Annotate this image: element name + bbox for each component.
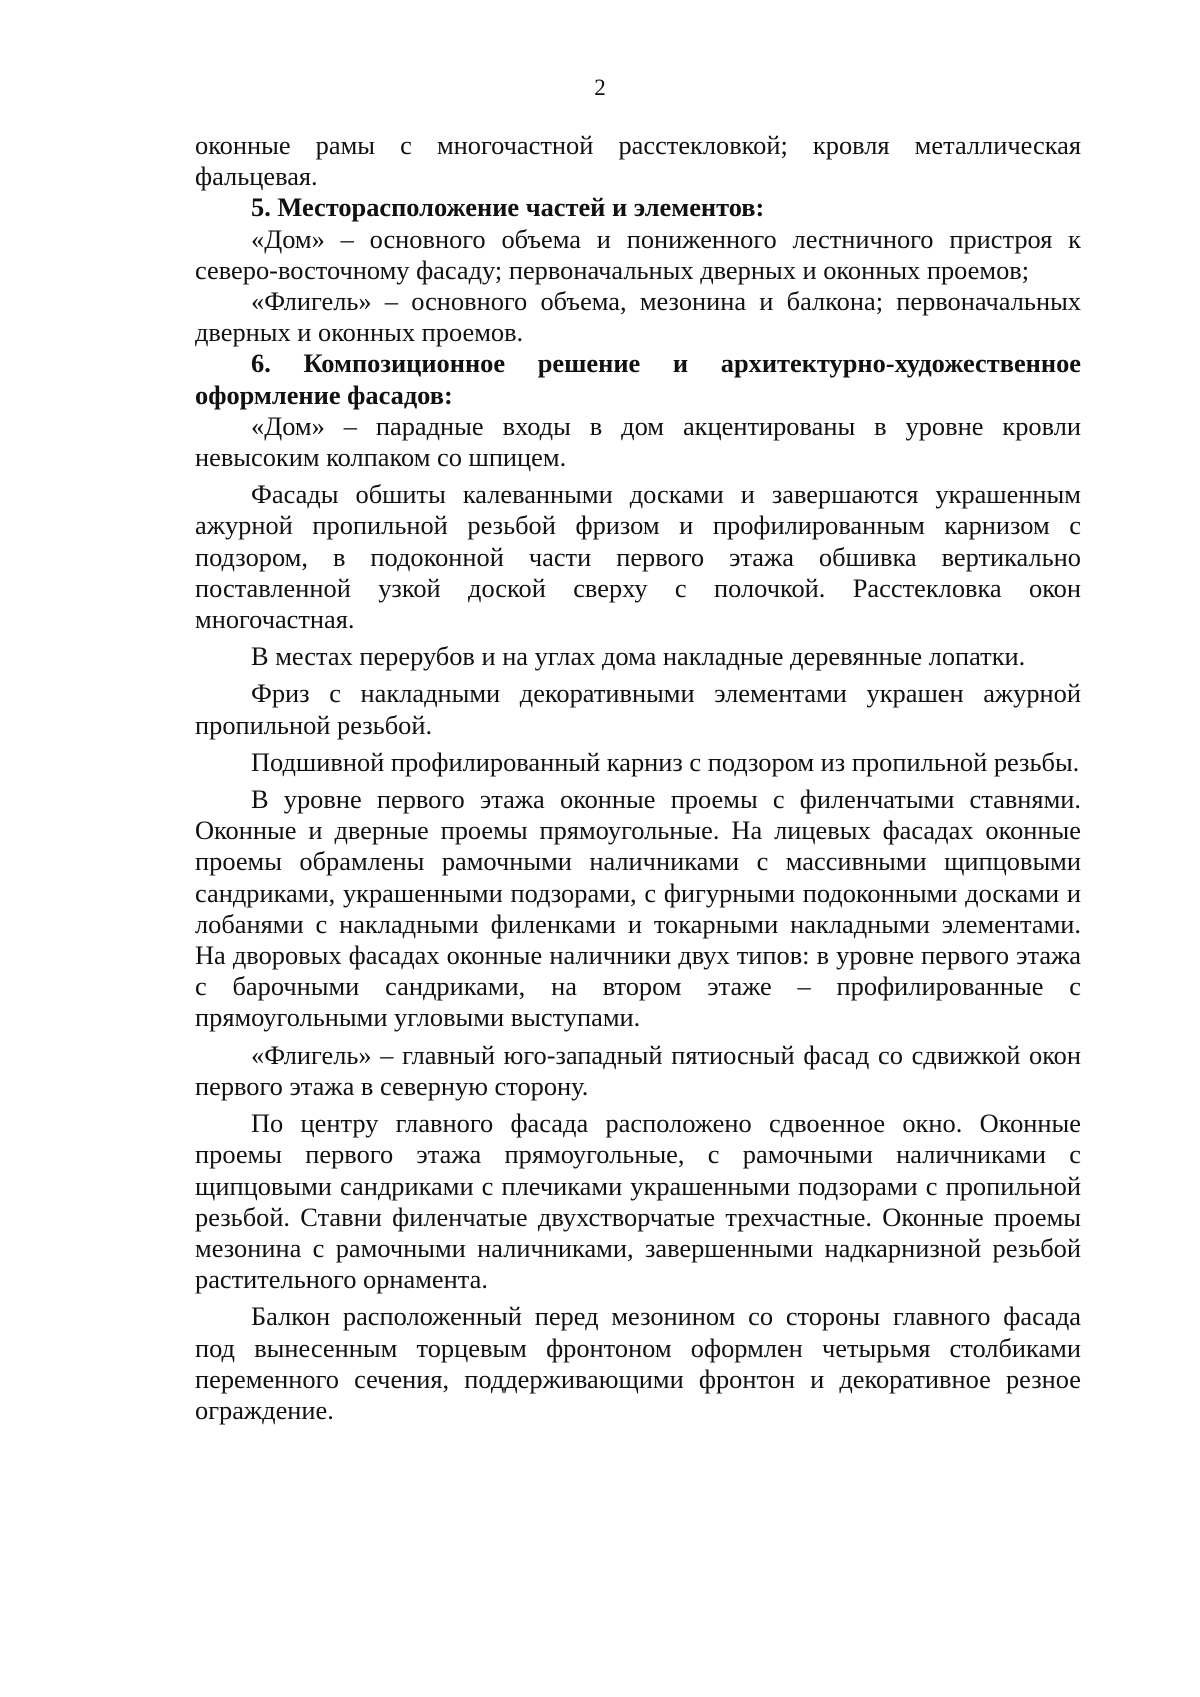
paragraph-cornice: Подшивной профилированный карниз с подзором из пропильной резьбы. [251,746,1080,777]
paragraph-corner-blades: В местах перерубов и на углах дома накладные деревянные лопатки. [251,641,1026,672]
paragraph-roof: оконные рамы с многочастной расстекловкой; кровля металлическая фальцевая. [195,130,1081,192]
paragraph-fligel-facade: «Флигель» – главный юго-западный пятиосный фасад со сдвижкой окон первого этажа в северную сторону. [195,1039,1081,1101]
section-6-heading: 6. Композиционное решение и архитектурно-художественное оформление фасадов: [195,348,1081,410]
paragraph-facade-cladding: Фасады обшиты калеванными досками и завершаются украшенным ажурной пропильной резьбой фризом и профилированным карнизом с подзором, в подоконной части первого этажа обшивка вертикально поставленной узкой доской сверху с полочкой. Расстекловка окон многочастная. [195,479,1081,635]
paragraph-fligel-location: «Флигель» – основного объема, мезонина и балкона; первоначальных дверных и оконных проемов. [195,286,1081,348]
document-body [195,130,1081,1426]
paragraph-balcony: Балкон расположенный перед мезонином со стороны главного фасада под вынесенным торцевым фронтоном оформлен четырьмя столбиками переменного сечения, поддерживающими фронтон и декоративное резное ограждение. [195,1301,1081,1425]
paragraph-dom-location: «Дом» – основного объема и пониженного лестничного пристроя к северо-восточному фасаду; первоначальных дверных и оконных проемов; [195,223,1081,285]
paragraph-frieze: Фриз с накладными декоративными элементами украшен ажурной пропильной резьбой. [195,678,1081,740]
paragraph-double-window: По центру главного фасада расположено сдвоенное окно. Оконные проемы первого этажа прямоугольные, с рамочными наличниками с щипцовыми сандриками с плечиками украшенными подзорами с пропильной резьбой. Ставни филенчатые двухстворчатые трехчастные. Оконные проемы мезонина с рамочными наличниками, завершенными надкарнизной резьбой растительного орнамента. [195,1108,1081,1295]
paragraph-dom-entrances: «Дом» – парадные входы в дом акцентированы в уровне кровли невысоким колпаком со шпицем. [195,410,1081,473]
page-number: 2 [594,75,606,100]
section-5-heading: 5. Месторасположение частей и элементов: [251,192,765,223]
paragraph-window-openings: В уровне первого этажа оконные проемы с филенчатыми ставнями. Оконные и дверные проемы прямоугольные. На лицевых фасадах оконные проемы обрамлены рамочными наличниками с массивными щипцовыми сандриками, украшенными подзорами, с фигурными подоконными досками и лобанями с накладными филенками и токарными накладными элементами. На дворовых фасадах оконные наличники двух типов: в уровне первого этажа с барочными сандриками, на втором этаже – профилированные с прямоугольными угловыми выступами. [195,784,1081,1033]
